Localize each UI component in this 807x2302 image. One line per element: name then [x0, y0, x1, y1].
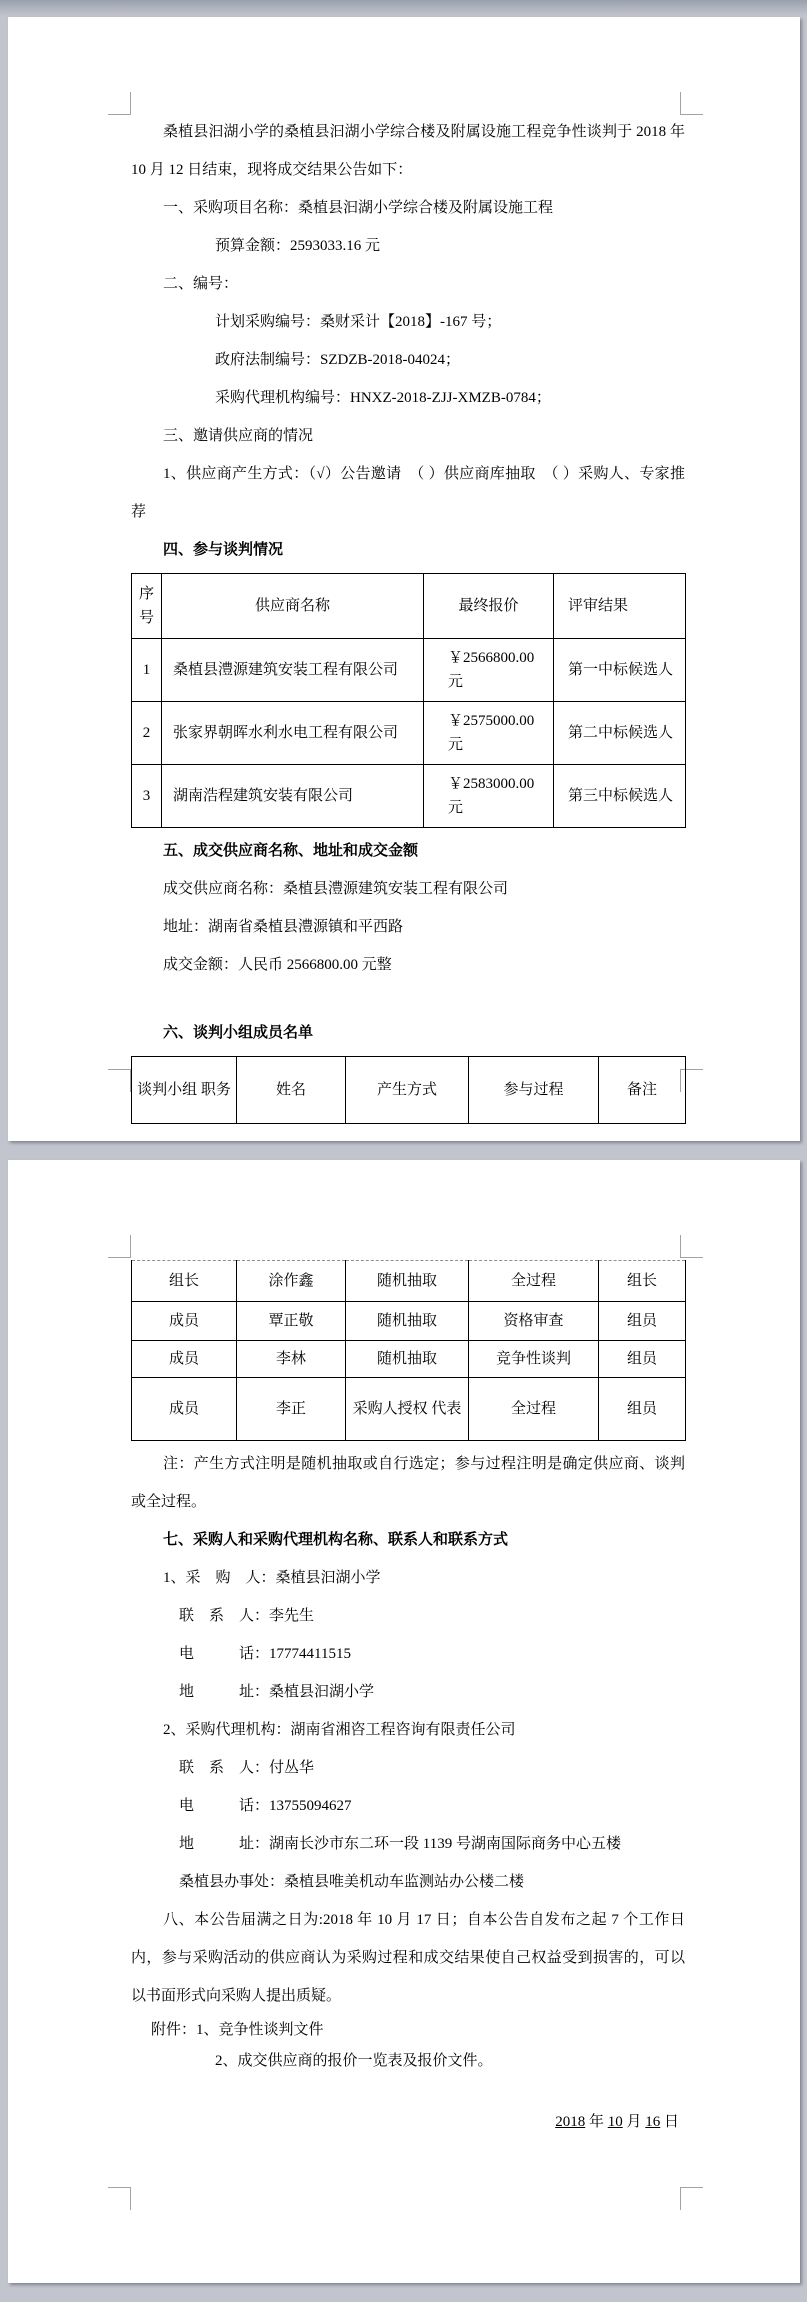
date-separator: 年	[585, 2114, 608, 2130]
date-day: 16	[645, 2114, 661, 2130]
cell-process: 资格审查	[469, 1302, 599, 1341]
cell-remark: 组长	[599, 1261, 686, 1302]
agency-number-line: 采购代理机构编号：HNXZ-2018-ZJJ-XMZB-0784；	[215, 390, 551, 406]
header-cell: 姓名	[237, 1057, 346, 1124]
deal-amount-line: 成交金额：人民币 2566800.00 元整	[163, 957, 392, 973]
cell-role: 组长	[132, 1261, 237, 1302]
agency-contact-line: 联 系 人：付丛华	[179, 1760, 315, 1776]
cell-method: 随机抽取	[346, 1261, 469, 1302]
panel-table-continued	[131, 1260, 686, 1441]
header-cell: 序号	[132, 574, 162, 639]
date-month: 10	[607, 2114, 623, 2130]
header-cell: 最终报价	[424, 574, 554, 639]
section-1-heading: 一、采购项目名称：桑植县汩湖小学综合楼及附属设施工程	[163, 200, 554, 216]
note-paragraph: 注：产生方式注明是随机抽取或自行选定；参与过程注明是确定供应商、谈判或全过程。	[131, 1456, 685, 1510]
cell-price: ￥2566800.00 元	[424, 639, 554, 702]
section-6-heading: 六、谈判小组成员名单	[163, 1025, 314, 1041]
cell-method: 随机抽取	[346, 1341, 469, 1378]
panel-table-header	[131, 1056, 686, 1124]
buyer-contact-line: 联 系 人：李先生	[179, 1608, 315, 1624]
attachment-line-2: 2、成交供应商的报价一览表及报价文件。	[215, 2053, 493, 2069]
cell-role: 成员	[132, 1302, 237, 1341]
blank-line	[131, 984, 685, 1014]
cell-result: 第二中标候选人	[554, 702, 686, 765]
cell-supplier: 桑植县澧源建筑安装工程有限公司	[162, 639, 424, 702]
budget-line: 预算金额：2593033.16 元	[215, 238, 381, 254]
cell-seq: 1	[132, 639, 162, 702]
crop-mark-icon	[680, 2187, 703, 2210]
date-year: 2018	[555, 2114, 586, 2130]
winner-address-line: 地址：湖南省桑植县澧源镇和平西路	[163, 919, 404, 935]
cell-seq: 2	[132, 702, 162, 765]
cell-name: 李林	[237, 1341, 346, 1378]
buyer-phone-line: 电 话：17774411515	[179, 1646, 351, 1662]
table-header-row	[132, 1057, 686, 1124]
cell-remark: 组员	[599, 1378, 686, 1441]
page-1	[8, 17, 800, 1141]
buyer-address-line: 地 址：桑植县汩湖小学	[179, 1684, 375, 1700]
cell-process: 竞争性谈判	[469, 1341, 599, 1378]
page-1-content	[8, 17, 800, 1124]
bidders-table	[131, 573, 686, 828]
legal-number-line: 政府法制编号：SZDZB-2018-04024；	[215, 352, 460, 368]
page-2-content	[8, 1160, 800, 2141]
section-3-heading: 三、邀请供应商的情况	[163, 428, 314, 444]
winner-name-line: 成交供应商名称：桑植县澧源建筑安装工程有限公司	[163, 881, 509, 897]
section-4-heading: 四、参与谈判情况	[163, 542, 284, 558]
cell-method: 采购人授权 代表	[346, 1378, 469, 1441]
table-row	[132, 1261, 686, 1302]
crop-mark-icon	[108, 2187, 131, 2210]
table-row	[132, 702, 686, 765]
section-8-paragraph: 八、本公告届满之日为:2018 年 10 月 17 日；自本公告自发布之起 7 个工作日内，参与采购活动的供应商认为采购过程和成交结果使自己权益受到损害的，可以以书面形式向采购人提出质疑。	[131, 1912, 685, 2004]
signature-date	[131, 2103, 685, 2141]
intro-paragraph: 桑植县汩湖小学的桑植县汩湖小学综合楼及附属设施工程竞争性谈判于 2018 年 10 月 12 日结束，现将成交结果公告如下：	[131, 124, 685, 178]
attachment-line-1: 附件：1、竞争性谈判文件	[151, 2022, 324, 2038]
header-cell: 谈判小组 职务	[132, 1057, 237, 1124]
cell-name: 覃正敬	[237, 1302, 346, 1341]
section-7-heading: 七、采购人和采购代理机构名称、联系人和联系方式	[163, 1532, 509, 1548]
agency-phone-line: 电 话：13755094627	[179, 1798, 352, 1814]
agency-office-line: 桑植县办事处：桑植县唯美机动车监测站办公楼二楼	[179, 1874, 525, 1890]
header-cell: 评审结果	[554, 574, 686, 639]
agency-address-line: 地 址：湖南长沙市东二环一段 1139 号湖南国际商务中心五楼	[179, 1836, 621, 1852]
section-2-heading: 二、编号：	[163, 276, 239, 292]
cell-role: 成员	[132, 1378, 237, 1441]
cell-price: ￥2575000.00 元	[424, 702, 554, 765]
canvas-top-shadow	[0, 0, 807, 16]
cell-remark: 组员	[599, 1341, 686, 1378]
table-row	[132, 765, 686, 828]
supplier-source-line: 1、供应商产生方式：（√）公告邀请 （ ）供应商库抽取 （ ）采购人、专家推荐	[131, 466, 685, 520]
cell-supplier: 湖南浩程建筑安装有限公司	[162, 765, 424, 828]
buyer-line: 1、采 购 人：桑植县汩湖小学	[163, 1570, 381, 1586]
date-separator: 日	[660, 2114, 679, 2130]
header-cell: 备注	[599, 1057, 686, 1124]
cell-result: 第一中标候选人	[554, 639, 686, 702]
cell-price: ￥2583000.00 元	[424, 765, 554, 828]
cell-result: 第三中标候选人	[554, 765, 686, 828]
blank-line	[131, 2077, 685, 2103]
header-cell: 产生方式	[346, 1057, 469, 1124]
table-row	[132, 1378, 686, 1441]
table-row	[132, 1341, 686, 1378]
header-cell: 参与过程	[469, 1057, 599, 1124]
cell-method: 随机抽取	[346, 1302, 469, 1341]
header-cell: 供应商名称	[162, 574, 424, 639]
cell-supplier: 张家界朝晖水利水电工程有限公司	[162, 702, 424, 765]
cell-seq: 3	[132, 765, 162, 828]
section-5-heading: 五、成交供应商名称、地址和成交金额	[163, 843, 419, 859]
page-2	[8, 1160, 800, 2283]
date-separator: 月	[622, 2114, 646, 2130]
table-row	[132, 639, 686, 702]
cell-process: 全过程	[469, 1261, 599, 1302]
table-row	[132, 1302, 686, 1341]
agency-line: 2、采购代理机构：湖南省湘咨工程咨询有限责任公司	[163, 1722, 516, 1738]
plan-number-line: 计划采购编号：桑财采计【2018】-167 号；	[215, 314, 502, 330]
cell-remark: 组员	[599, 1302, 686, 1341]
table-header-row	[132, 574, 686, 639]
cell-role: 成员	[132, 1341, 237, 1378]
cell-name: 涂作鑫	[237, 1261, 346, 1302]
cell-name: 李正	[237, 1378, 346, 1441]
cell-process: 全过程	[469, 1378, 599, 1441]
